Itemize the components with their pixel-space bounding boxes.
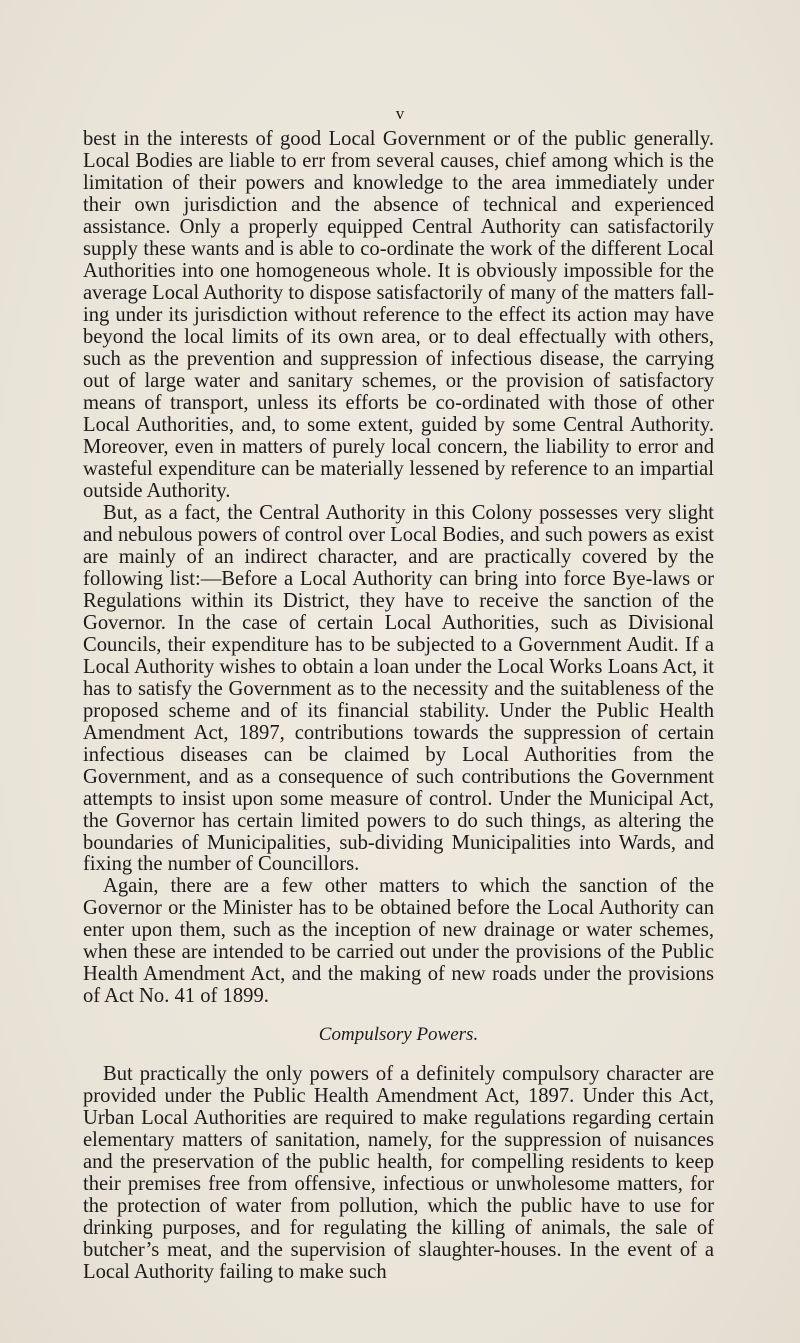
paragraph-local-government: best in the interests of good Local Government or of the public generally. Local Bodies are liable to err from several causes, chief among which is the limitation of their powers and knowledge to the area immediately under their own jurisdiction and the absence of technical and experienced assistance. Only a properly equipped Central Authority can satisfactorily supply these wants and is able to co-ordinate the work of the different Local Authorities into one homogeneous whole. It is obviously impossible for the average Local Authority to dispose satisfactorily of many of the matters falling under its jurisdiction without reference to the effect its action may have beyond the local limits of its own area, or to deal effectually with others, such as the prevention and suppression of infectious disease, the carrying out of large water and sanitary schemes, or the provision of satisfactory means of transport, unless its efforts be co-ordinated with those of other Local Authorities, and, to some extent, guided by some Central Authority. Moreover, even in matters of purely local concern, the liability to error and wasteful expenditure can be materially lessened by reference to an impartial outside Authority. — [83, 128, 714, 502]
section-heading: Compulsory Powers. — [318, 1024, 479, 1046]
paragraph-governor-sanction: Again, there are a few other matters to which the sanction of the Governor or the Minister has to be obtained before the Local Authority can enter upon them, such as the inception of new drainage or water schemes, when these are intended to be carried out under the provisions of the Public Health Amendment Act, and the making of new roads under the provisions of Act No. 41 of 1899. — [83, 875, 714, 1008]
page-number: v — [395, 104, 405, 123]
paragraph-central-authority-powers: But, as a fact, the Central Authority in this Colony possesses very slight and nebulous powers of control over Local Bodies, and such powers as exist are mainly of an indirect character, and are practically covered by the following list:—Before a Local Authority can bring into force Bye-laws or Regulations within its District, they have to receive the sanction of the Governor. In the case of certain Local Authorities, such as Divisional Councils, their expenditure has to be subjected to a Government Audit. If a Local Authority wishes to obtain a loan under the Local Works Loans Act, it has to satisfy the Government as to the necessity and the suitableness of the proposed scheme and of its financial stability. Under the Public Health Amendment Act, 1897, contributions towards the suppression of certain infectious diseases can be claimed by Local Authorities from the Government, and as a consequence of such contributions the Government attempts to insist upon some measure of control. Under the Municipal Act, the Governor has certain limited powers to do such things, as altering the boundaries of Municipalities, sub-dividing Municipalities into Wards, and fixing the number of Councillors. — [83, 501, 714, 876]
paragraph-compulsory-powers: But practically the only powers of a definitely compulsory character are provided under the Public Health Amendment Act, 1897. Under this Act, Urban Local Authorities are required to make regulations regarding certain elementary matters of sanitation, namely, for the suppression of nuisances and the preservation of the public health, for compelling residents to keep their premises free from offensive, infectious or unwholesome matters, for the protection of water from pollution, which the public have to use for drinking purposes, and for regulating the killing of animals, the sale of butcher’s meat, and the supervision of slaughter-houses. In the event of a Local Authority failing to make such — [83, 1063, 714, 1284]
body-text — [83, 128, 714, 1283]
